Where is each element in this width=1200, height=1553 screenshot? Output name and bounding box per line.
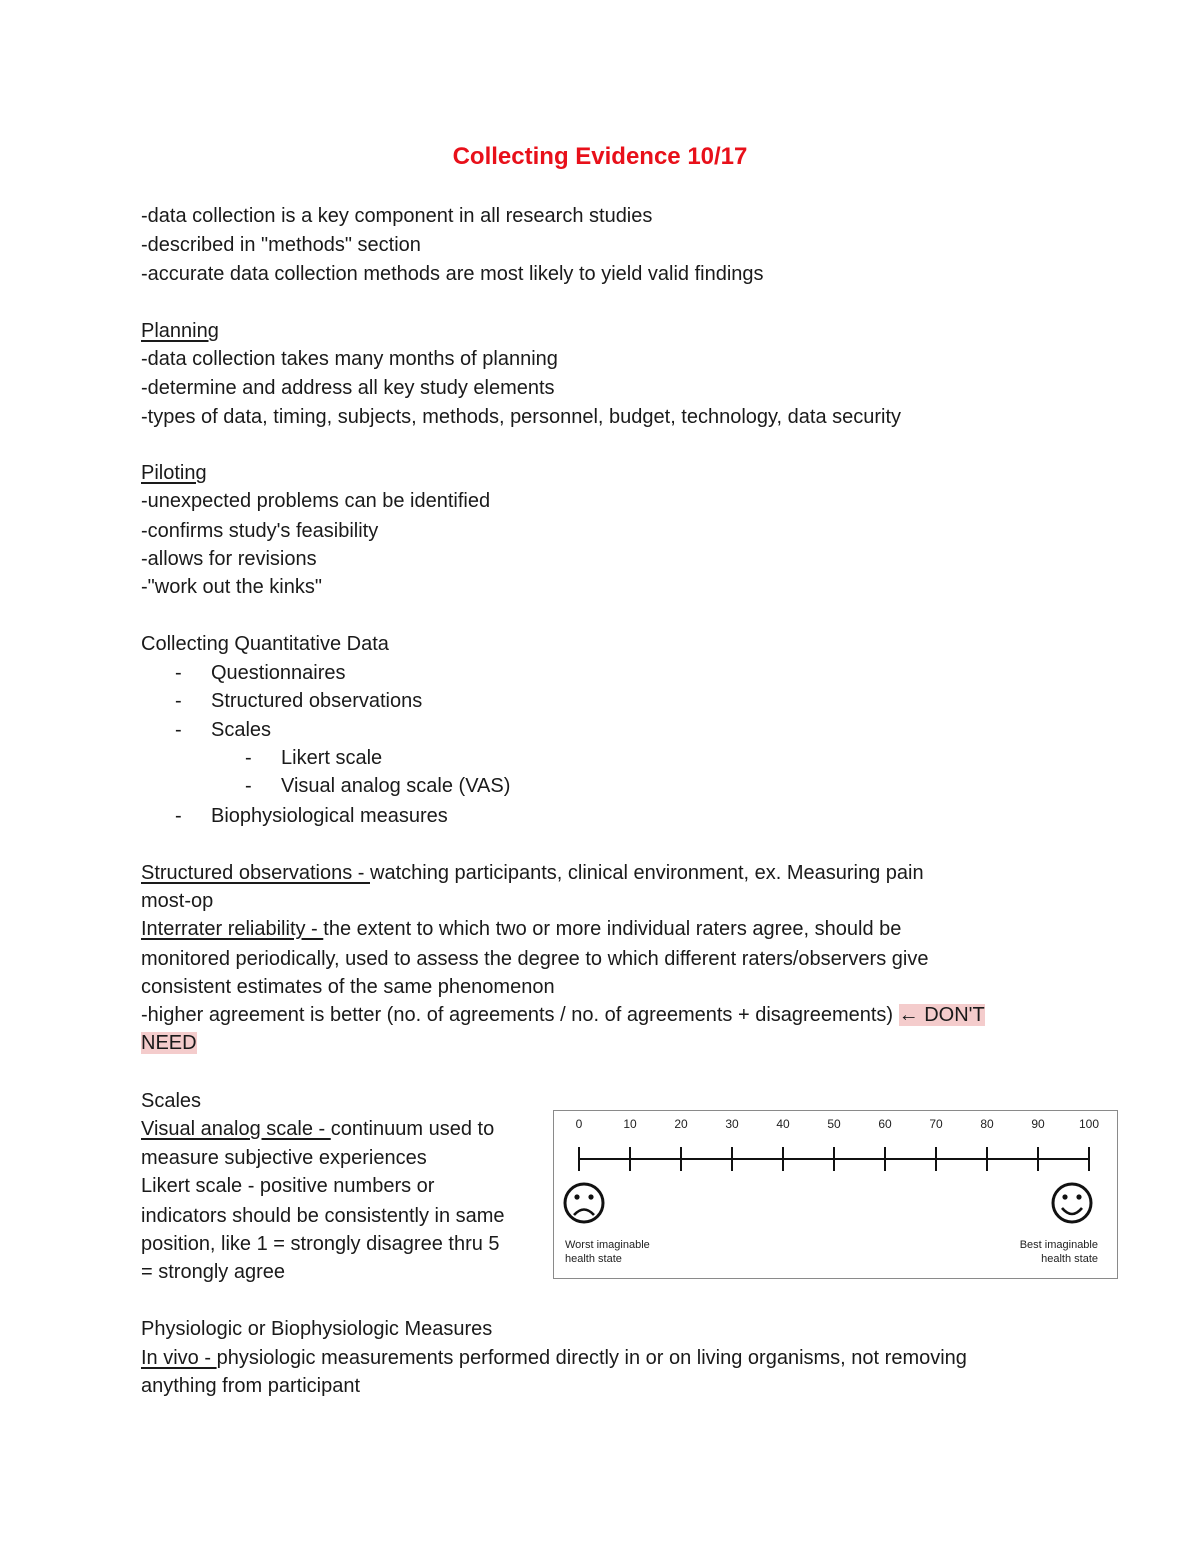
likert-line-3: position, like 1 = strongly disagree thru 5 bbox=[141, 1233, 500, 1255]
scale-tick-label: 70 bbox=[929, 1117, 943, 1131]
list-item-label: Biophysiological measures bbox=[211, 805, 448, 827]
likert-line-4: = strongly agree bbox=[141, 1261, 285, 1283]
worst-label-line-1: Worst imaginable bbox=[565, 1239, 650, 1251]
list-bullet: - bbox=[245, 747, 252, 769]
interrater-line-3: consistent estimates of the same phenomenon bbox=[141, 976, 555, 998]
intro-line-1: -data collection is a key component in all research studies bbox=[141, 205, 653, 227]
in-vivo-line-2: anything from participant bbox=[141, 1375, 361, 1397]
list-item bbox=[175, 687, 422, 715]
page-title: Collecting Evidence 10/17 bbox=[452, 143, 748, 170]
scale-tick-label: 80 bbox=[980, 1117, 994, 1131]
sad-face-icon bbox=[565, 1184, 603, 1222]
higher-agreement-line bbox=[141, 1001, 985, 1029]
quant-heading: Collecting Quantitative Data bbox=[141, 633, 389, 655]
interrater-line-1 bbox=[141, 915, 901, 943]
interrater-term: Interrater reliability - bbox=[141, 918, 324, 940]
scale-tick-label: 50 bbox=[827, 1117, 841, 1131]
vas-term: Visual analog scale - bbox=[141, 1118, 331, 1140]
in-vivo-def: physiologic measurements performed directly in or on living organisms, not removing bbox=[216, 1347, 967, 1369]
dont-need-highlight: NEED bbox=[141, 1032, 197, 1054]
worst-label-line-2: health state bbox=[565, 1253, 622, 1265]
smiley-face-icon bbox=[1053, 1184, 1091, 1222]
vas-line-1 bbox=[141, 1115, 494, 1143]
list-item-label: Visual analog scale (VAS) bbox=[281, 775, 511, 797]
intro-line-2: -described in "methods" section bbox=[141, 234, 421, 256]
visual-analog-scale-figure bbox=[553, 1110, 1118, 1279]
list-bullet: - bbox=[175, 662, 182, 684]
scales-heading: Scales bbox=[141, 1090, 202, 1112]
list-item-label: Likert scale bbox=[281, 747, 383, 769]
intro-line-3: -accurate data collection methods are most likely to yield valid findings bbox=[141, 263, 764, 285]
dont-need-line-2 bbox=[141, 1029, 197, 1057]
scale-tick-label: 10 bbox=[623, 1117, 637, 1131]
structured-obs-term: Structured observations - bbox=[141, 862, 370, 884]
scale-tick-label: 30 bbox=[725, 1117, 739, 1131]
sub-list-item bbox=[245, 744, 382, 772]
planning-line-3: -types of data, timing, subjects, methods, personnel, budget, technology, data security bbox=[141, 406, 902, 428]
in-vivo-term: In vivo - bbox=[141, 1347, 217, 1369]
piloting-heading: Piloting bbox=[141, 462, 207, 484]
best-label-line-1: Best imaginable bbox=[1019, 1239, 1098, 1251]
likert-line-1: Likert scale - positive numbers or bbox=[141, 1175, 435, 1197]
structured-obs-line-2: most-op bbox=[141, 890, 214, 912]
list-item-label: Questionnaires bbox=[211, 662, 346, 684]
list-bullet: - bbox=[245, 775, 252, 797]
scale-tick-label: 60 bbox=[878, 1117, 892, 1131]
piloting-line-2: -confirms study's feasibility bbox=[141, 520, 379, 542]
scale-tick-label: 100 bbox=[1078, 1117, 1100, 1131]
likert-line-2: indicators should be consistently in same bbox=[141, 1205, 505, 1227]
in-vivo-line-1 bbox=[141, 1344, 967, 1372]
scale-tick-label: 20 bbox=[674, 1117, 688, 1131]
sub-list-item bbox=[245, 772, 510, 800]
dont-need-highlight: ← DON'T bbox=[898, 1004, 985, 1026]
piloting-line-4: -"work out the kinks" bbox=[141, 576, 322, 598]
planning-line-1: -data collection takes many months of planning bbox=[141, 348, 558, 370]
list-item bbox=[175, 659, 346, 687]
list-bullet: - bbox=[175, 719, 182, 741]
vas-def: continuum used to bbox=[330, 1118, 495, 1140]
list-item bbox=[175, 802, 448, 830]
piloting-line-3: -allows for revisions bbox=[141, 548, 317, 570]
scale-tick-label: 40 bbox=[776, 1117, 790, 1131]
planning-line-2: -determine and address all key study elements bbox=[141, 377, 555, 399]
higher-agreement-text: -higher agreement is better (no. of agreements / no. of agreements + disagreements) bbox=[141, 1004, 899, 1026]
list-bullet: - bbox=[175, 690, 182, 712]
list-item-label: Scales bbox=[211, 719, 272, 741]
list-item bbox=[175, 716, 271, 744]
planning-heading: Planning bbox=[141, 320, 219, 342]
piloting-line-1: -unexpected problems can be identified bbox=[141, 490, 491, 512]
interrater-line-2: monitored periodically, used to assess the degree to which different raters/observers give bbox=[141, 948, 929, 970]
structured-obs-line-1 bbox=[141, 859, 924, 887]
vas-line-2: measure subjective experiences bbox=[141, 1147, 427, 1169]
physio-heading: Physiologic or Biophysiologic Measures bbox=[141, 1318, 493, 1340]
best-label-line-2: health state bbox=[1041, 1253, 1098, 1265]
interrater-def: the extent to which two or more individual raters agree, should be bbox=[323, 918, 902, 940]
structured-obs-def: watching participants, clinical environment, ex. Measuring pain bbox=[370, 862, 924, 884]
list-bullet: - bbox=[175, 805, 182, 827]
scale-tick-label: 0 bbox=[575, 1117, 583, 1131]
list-item-label: Structured observations bbox=[211, 690, 423, 712]
scale-tick-label: 90 bbox=[1031, 1117, 1045, 1131]
